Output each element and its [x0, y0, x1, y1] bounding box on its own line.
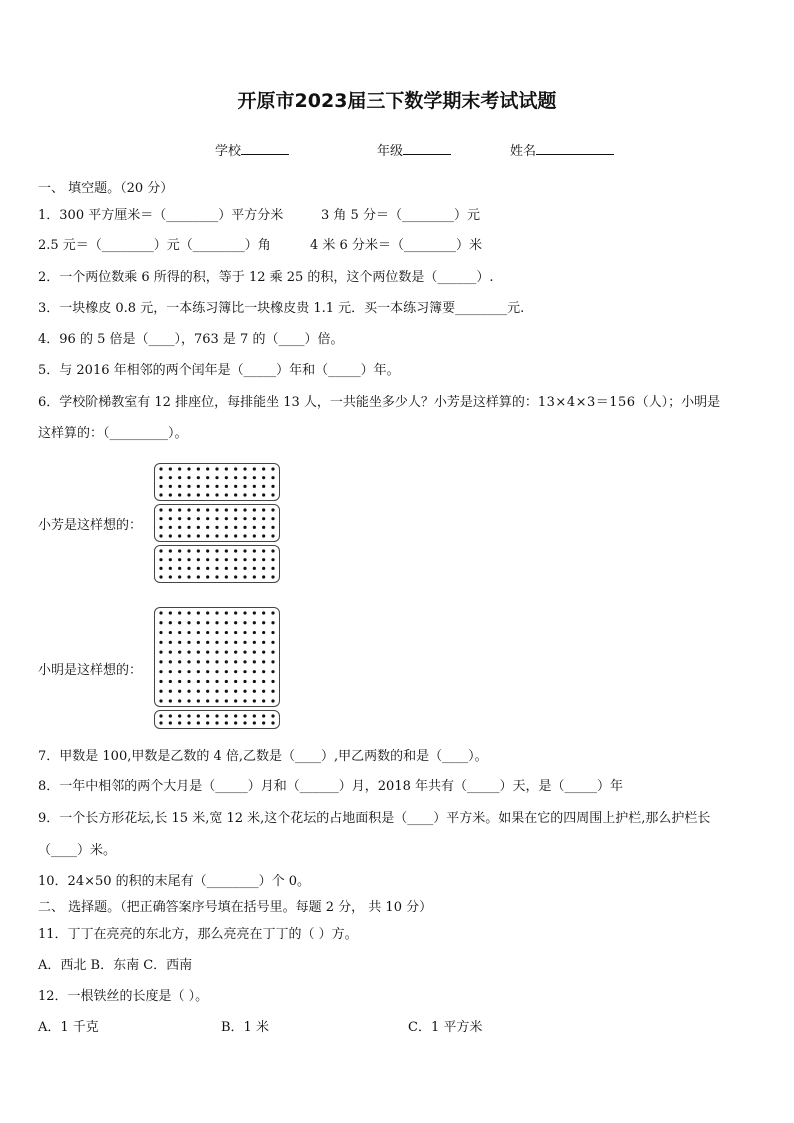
question-6-line-1	[38, 394, 720, 412]
name-blank[interactable]	[536, 141, 614, 155]
page-title: 开原市2023届三下数学期末考试试题	[237, 90, 557, 112]
question-6-text: 6．学校阶梯教室有 12 排座位，每排能坐 13 人，一共能坐多少人？小芳是这样算的：	[38, 395, 538, 410]
question-5: 5．与 2016 年相邻的两个闰年是（_____）年和（_____）年。	[38, 363, 400, 378]
question-6-unit: （人）；小明是	[635, 395, 721, 410]
question-9-line-2: （____）米。	[38, 843, 117, 858]
name-label: 姓名	[510, 144, 537, 159]
xiaofang-dot-group-2	[154, 504, 280, 542]
question-3: 3．一块橡皮 0.8 元，一本练习簿比一块橡皮贵 1.1 元．买一本练习簿要________元.	[38, 301, 525, 316]
question-11: 11．丁丁在亮亮的东北方，那么亮亮在丁丁的（ ）方。	[38, 927, 358, 942]
question-12-option-b: B．1 米	[221, 1020, 269, 1035]
question-1-a: 1．300 平方厘米＝（________）平方分米	[38, 208, 284, 223]
question-12-option-c: C．1 平方米	[408, 1020, 483, 1035]
question-2: 2．一个两位数乘 6 所得的积，等于 12 乘 25 的积，这个两位数是（______）.	[38, 270, 494, 285]
question-12-option-a: A．1 千克	[38, 1020, 99, 1035]
xiaoming-label: 小明是这样想的：	[38, 663, 143, 678]
question-6-line-2: 这样算的：（_________）。	[38, 426, 188, 441]
section-2-heading: 二、 选择题。（把正确答案序号填在括号里。每题 2 分， 共 10 分）	[38, 900, 433, 915]
question-11-options: A．西北 B．东南 C．西南	[38, 958, 193, 973]
school-blank[interactable]	[241, 141, 289, 155]
question-10: 10．24×50 的积的末尾有（________）个 0。	[38, 874, 311, 889]
question-1-d: 4 米 6 分米＝（________）米	[310, 238, 482, 253]
section-1-heading: 一、 填空题。（20 分）	[38, 181, 174, 196]
xiaoming-dot-group-2	[154, 710, 280, 729]
name-field	[510, 140, 614, 159]
question-4: 4．96 的 5 倍是（____），763 是 7 的（____）倍。	[38, 332, 344, 347]
question-9-line-1: 9．一个长方形花坛,长 15 米,宽 12 米,这个花坛的占地面积是（____）平方米。如果在它的四周围上护栏,那么护栏长	[38, 811, 711, 826]
grade-blank[interactable]	[403, 141, 451, 155]
grade-label: 年级	[377, 144, 404, 159]
school-field	[215, 140, 289, 159]
question-1-b: 3 角 5 分＝（________）元	[321, 208, 480, 223]
question-7: 7．甲数是 100,甲数是乙数的 4 倍,乙数是（____）,甲乙两数的和是（____）。	[38, 749, 488, 764]
school-label: 学校	[215, 144, 242, 159]
question-6-math: 13×4×3＝156	[537, 395, 636, 410]
question-12: 12．一根铁丝的长度是（ ）。	[38, 989, 209, 1004]
grade-field	[377, 140, 451, 159]
xiaofang-label: 小芳是这样想的：	[38, 518, 143, 533]
xiaoming-dot-group-1	[154, 607, 280, 707]
question-8: 8．一年中相邻的两个大月是（_____）月和（______）月，2018 年共有（_____）天，是（_____）年	[38, 779, 623, 794]
question-1-c: 2.5 元＝（________）元（________）角	[38, 238, 271, 253]
xiaofang-dot-group-3	[154, 545, 280, 583]
xiaofang-dot-group-1	[154, 463, 280, 501]
